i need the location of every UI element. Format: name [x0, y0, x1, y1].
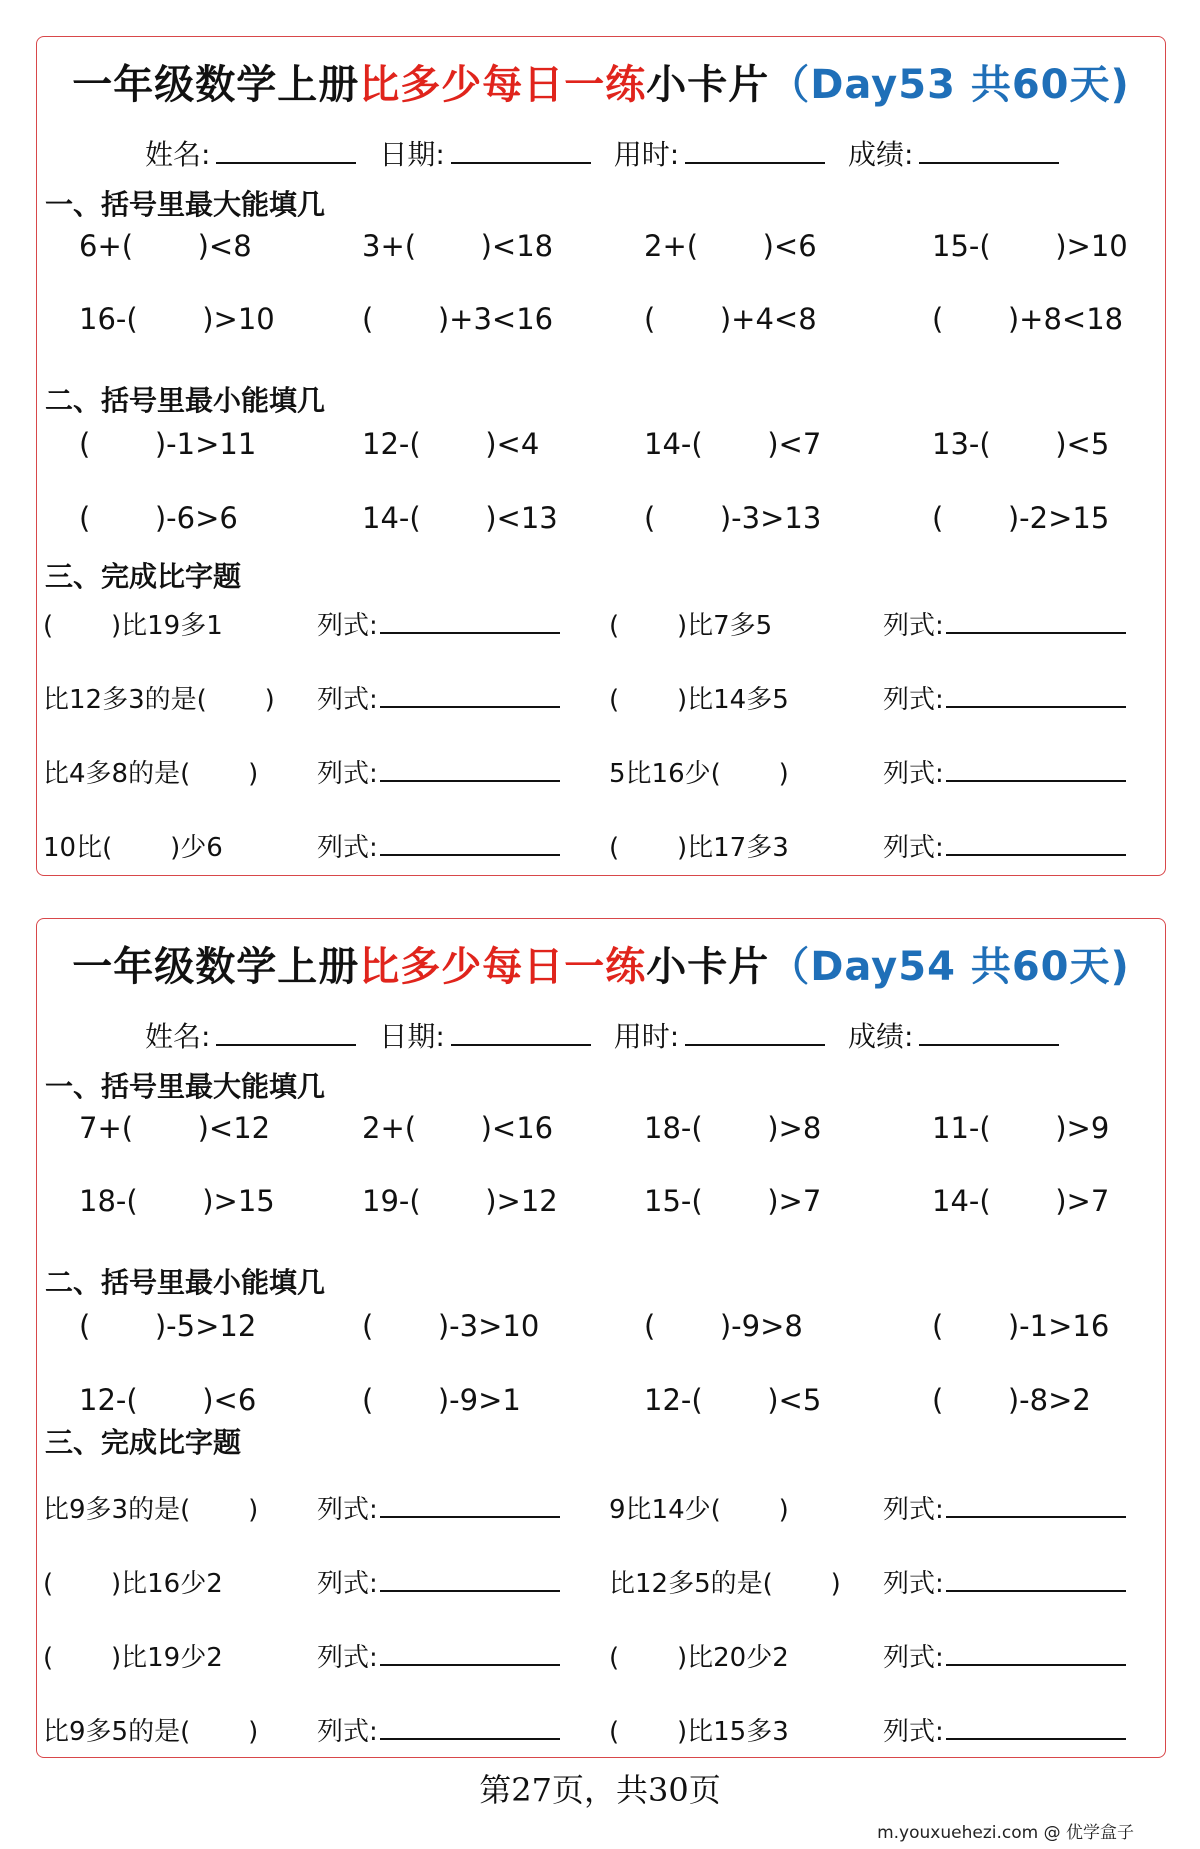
problem[interactable]: 12-( )<6	[79, 1383, 257, 1417]
comparison-problem[interactable]: ( )比7多5	[609, 611, 773, 641]
problem[interactable]: 18-( )>8	[644, 1111, 822, 1145]
comparison-problem[interactable]: ( )比20少2	[609, 1643, 789, 1673]
problem[interactable]: 19-( )>12	[362, 1184, 558, 1218]
problem[interactable]: 2+( )<16	[362, 1111, 554, 1145]
section-1-heading: 一、括号里最大能填几	[45, 188, 326, 221]
formula-label: 列式:	[317, 833, 378, 863]
comparison-problem[interactable]: ( )比17多3	[609, 833, 789, 863]
formula-field	[317, 1489, 560, 1526]
problem[interactable]: ( )-1>16	[932, 1309, 1110, 1343]
formula-label: 列式:	[883, 1569, 944, 1599]
problem[interactable]: 3+( )<18	[362, 229, 554, 263]
problem[interactable]: ( )-2>15	[932, 501, 1110, 535]
problem[interactable]: 12-( )<4	[362, 427, 540, 461]
comparison-problem[interactable]: ( )比15多3	[609, 1717, 789, 1747]
section-3-heading: 三、完成比字题	[45, 1426, 242, 1459]
formula-line[interactable]	[946, 1716, 1126, 1740]
formula-line[interactable]	[946, 684, 1126, 708]
card-title	[37, 53, 1165, 110]
title-day: （Day54 共60天)	[769, 944, 1130, 990]
score-label: 成绩:	[848, 138, 914, 171]
score-blank[interactable]	[919, 1020, 1059, 1046]
comparison-problem[interactable]: 比9多5的是( )	[43, 1717, 259, 1747]
comparison-problem[interactable]: ( )比19多1	[43, 611, 223, 641]
date-blank[interactable]	[451, 138, 591, 164]
time-blank[interactable]	[685, 1020, 825, 1046]
problem[interactable]: ( )-3>13	[644, 501, 822, 535]
formula-field	[883, 827, 1126, 864]
formula-field	[317, 827, 560, 864]
title-day: （Day53 共60天)	[769, 62, 1130, 108]
problem[interactable]: 13-( )<5	[932, 427, 1110, 461]
problem[interactable]: 14-( )<13	[362, 501, 558, 535]
formula-field	[883, 1489, 1126, 1526]
comparison-problem[interactable]: ( )比19少2	[43, 1643, 223, 1673]
formula-field	[317, 679, 560, 716]
formula-line[interactable]	[380, 832, 560, 856]
problem[interactable]: 7+( )<12	[79, 1111, 271, 1145]
formula-label: 列式:	[883, 759, 944, 789]
formula-label: 列式:	[317, 1495, 378, 1525]
formula-label: 列式:	[883, 1717, 944, 1747]
formula-line[interactable]	[380, 758, 560, 782]
formula-line[interactable]	[380, 684, 560, 708]
comparison-problem[interactable]: 10比( )少6	[43, 833, 223, 863]
student-info-row	[145, 1015, 1073, 1055]
formula-label: 列式:	[317, 1569, 378, 1599]
problem[interactable]: 15-( )>7	[644, 1184, 822, 1218]
formula-field	[883, 753, 1126, 790]
time-label: 用时:	[613, 138, 680, 171]
section-2-heading: 二、括号里最小能填几	[45, 1266, 326, 1299]
formula-field	[317, 1563, 560, 1600]
name-blank[interactable]	[216, 138, 356, 164]
formula-line[interactable]	[946, 1568, 1126, 1592]
score-blank[interactable]	[919, 138, 1059, 164]
problem[interactable]: 16-( )>10	[79, 302, 275, 336]
problem[interactable]: 11-( )>9	[932, 1111, 1110, 1145]
score-label: 成绩:	[848, 1020, 914, 1053]
problem[interactable]: ( )-3>10	[362, 1309, 540, 1343]
time-blank[interactable]	[685, 138, 825, 164]
section-2-heading: 二、括号里最小能填几	[45, 384, 326, 417]
student-info-row	[145, 133, 1073, 173]
comparison-problem[interactable]: 比12多3的是( )	[43, 685, 275, 715]
formula-field	[883, 679, 1126, 716]
title-highlight: 比多少每日一练	[359, 61, 647, 108]
card-title	[37, 935, 1165, 992]
comparison-problem[interactable]: ( )比14多5	[609, 685, 789, 715]
formula-line[interactable]	[946, 1494, 1126, 1518]
comparison-problem[interactable]: 5比16少( )	[609, 759, 789, 789]
formula-label: 列式:	[883, 833, 944, 863]
problem[interactable]: 14-( )>7	[932, 1184, 1110, 1218]
formula-label: 列式:	[883, 611, 944, 641]
comparison-problem[interactable]: 比12多5的是( )	[609, 1569, 841, 1599]
title-part: 一年级数学上册	[72, 61, 360, 108]
formula-label: 列式:	[883, 1643, 944, 1673]
formula-line[interactable]	[946, 832, 1126, 856]
formula-field	[883, 1711, 1126, 1748]
problem[interactable]: ( )+8<18	[932, 302, 1124, 336]
comparison-problem[interactable]: 比4多8的是( )	[43, 759, 259, 789]
problem[interactable]: ( )-5>12	[79, 1309, 257, 1343]
formula-label: 列式:	[883, 1495, 944, 1525]
practice-card-day54	[36, 918, 1166, 1758]
problem[interactable]: ( )-8>2	[932, 1383, 1091, 1417]
problem[interactable]: 14-( )<7	[644, 427, 822, 461]
formula-line[interactable]	[946, 1642, 1126, 1666]
watermark: m.youxuehezi.com @ 优学盒子	[877, 1823, 1134, 1843]
formula-field	[317, 1711, 560, 1748]
formula-line[interactable]	[380, 1642, 560, 1666]
problem[interactable]: ( )+3<16	[362, 302, 554, 336]
section-3-heading: 三、完成比字题	[45, 560, 242, 593]
formula-line[interactable]	[380, 1716, 560, 1740]
date-label: 日期:	[379, 1020, 445, 1053]
formula-line[interactable]	[380, 610, 560, 634]
problem[interactable]: 18-( )>15	[79, 1184, 275, 1218]
title-part: 小卡片	[646, 61, 770, 108]
comparison-problem[interactable]: 比9多3的是( )	[43, 1495, 259, 1525]
problem[interactable]: 6+( )<8	[79, 229, 252, 263]
formula-field	[883, 605, 1126, 642]
formula-label: 列式:	[317, 611, 378, 641]
formula-label: 列式:	[883, 685, 944, 715]
name-blank[interactable]	[216, 1020, 356, 1046]
problem[interactable]: ( )+4<8	[644, 302, 817, 336]
practice-card-day53	[36, 36, 1166, 876]
date-label: 日期:	[379, 138, 445, 171]
formula-label: 列式:	[317, 1643, 378, 1673]
formula-line[interactable]	[946, 610, 1126, 634]
formula-field	[317, 753, 560, 790]
page-footer: 第27页，共30页	[479, 1771, 721, 1809]
problem[interactable]: 15-( )>10	[932, 229, 1128, 263]
formula-field	[317, 605, 560, 642]
formula-field	[317, 1637, 560, 1674]
formula-line[interactable]	[380, 1494, 560, 1518]
comparison-problem[interactable]: 9比14少( )	[609, 1495, 789, 1525]
formula-label: 列式:	[317, 1717, 378, 1747]
problem[interactable]: ( )-9>8	[644, 1309, 803, 1343]
formula-label: 列式:	[317, 685, 378, 715]
section-1-heading: 一、括号里最大能填几	[45, 1070, 326, 1103]
problem[interactable]: 12-( )<5	[644, 1383, 822, 1417]
formula-field	[883, 1563, 1126, 1600]
problem[interactable]: 2+( )<6	[644, 229, 817, 263]
date-blank[interactable]	[451, 1020, 591, 1046]
formula-line[interactable]	[946, 758, 1126, 782]
problem[interactable]: ( )-9>1	[362, 1383, 521, 1417]
formula-label: 列式:	[317, 759, 378, 789]
title-part: 一年级数学上册	[72, 943, 360, 990]
name-label: 姓名:	[145, 1020, 211, 1053]
formula-field	[883, 1637, 1126, 1674]
formula-line[interactable]	[380, 1568, 560, 1592]
name-label: 姓名:	[145, 138, 211, 171]
time-label: 用时:	[613, 1020, 680, 1053]
title-part: 小卡片	[646, 943, 770, 990]
problem[interactable]: ( )-1>11	[79, 427, 257, 461]
comparison-problem[interactable]: ( )比16少2	[43, 1569, 223, 1599]
problem[interactable]: ( )-6>6	[79, 501, 238, 535]
title-highlight: 比多少每日一练	[359, 943, 647, 990]
